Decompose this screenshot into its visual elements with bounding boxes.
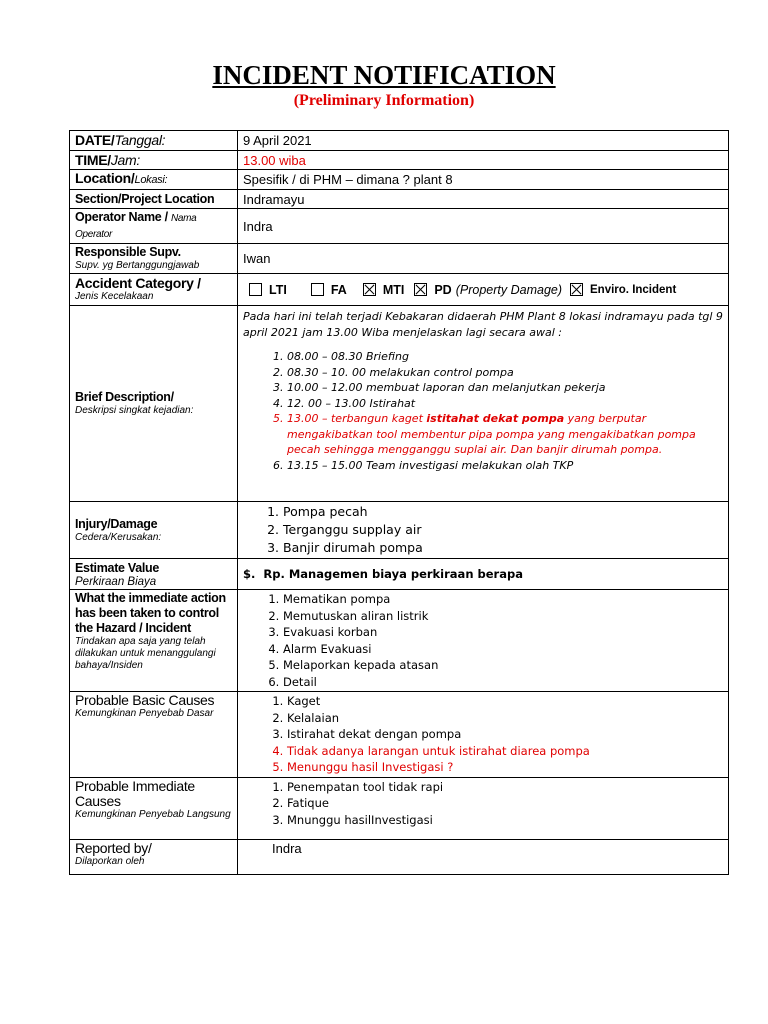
label-estimate-sub: Perkiraan Biaya: [75, 575, 157, 588]
value-supv[interactable]: Iwan: [238, 244, 729, 274]
row-location: [70, 170, 729, 190]
estimate-value: Rp. Managemen biaya perkiraan berapa: [263, 567, 523, 581]
brief-item5-rest: yang berputar mengakibatkan tool membentur pipa pompa yang mengakibatkan pompa pecah sehingga mengganggu suplai air. Dan banjir dirumah pompa.: [287, 412, 696, 456]
label-reported-main: Reported by/: [75, 839, 152, 856]
value-category: [238, 274, 729, 306]
value-location[interactable]: Spesifik / di PHM – dimana ? plant 8: [238, 170, 729, 190]
label-date: [70, 131, 238, 151]
list-item: 3. 10.00 – 12.00 membuat laporan dan melanjutkan pekerja: [287, 380, 723, 396]
row-immediate-causes: [70, 777, 729, 839]
label-action: [70, 590, 238, 692]
value-basic[interactable]: [238, 692, 729, 778]
value-brief[interactable]: [238, 306, 729, 502]
label-operator: [70, 209, 238, 244]
option-enviro-label: Enviro. Incident: [590, 283, 677, 296]
checkbox-fa[interactable]: [311, 283, 324, 296]
checkbox-mti[interactable]: [363, 283, 376, 296]
label-location: [70, 170, 238, 190]
label-location-it: Lokasi:: [134, 174, 168, 186]
label-immediate-sub: Kemungkinan Penyebab Langsung: [75, 808, 231, 820]
brief-item5-bold: istitahat dekat pompa: [426, 412, 565, 425]
list-item: 4. Alarm Evakuasi: [283, 641, 723, 658]
row-reported: [70, 839, 729, 874]
label-immediate: [70, 777, 238, 839]
option-lti-label: LTI: [269, 282, 287, 297]
list-item: 1. Pompa pecah: [283, 503, 723, 521]
label-time-it: Jam:: [110, 151, 140, 168]
label-category-main: Accident Category /: [75, 275, 201, 291]
value-action[interactable]: [238, 590, 729, 692]
row-date: [70, 131, 729, 151]
value-injury[interactable]: [238, 502, 729, 559]
list-item: 3. Istirahat dekat dengan pompa: [287, 726, 723, 743]
checkbox-pd[interactable]: [414, 283, 427, 296]
label-time: [70, 151, 238, 170]
label-brief-sub: Deskripsi singkat kejadian:: [75, 405, 194, 416]
list-item: 2. Fatique: [287, 795, 723, 812]
list-item: 2. Memutuskan aliran listrik: [283, 608, 723, 625]
row-supv: [70, 244, 729, 274]
option-pd-extra: (Property Damage): [455, 282, 563, 297]
incident-form-table: [69, 130, 729, 875]
label-action-sub: Tindakan apa saja yang telah dilakukan untuk menanggulangi bahaya/Insiden: [75, 636, 216, 671]
label-injury-sub: Cedera/Kerusakan:: [75, 531, 162, 543]
label-injury: [70, 502, 238, 559]
label-brief: [70, 306, 238, 502]
label-supv-sub: Supv. yg Bertanggungjawab: [75, 260, 200, 271]
immediate-causes-list: [243, 779, 723, 829]
label-category: [70, 274, 238, 306]
list-item: 3. Mnunggu hasilInvestigasi: [287, 812, 723, 829]
list-item: 1. Kaget: [287, 693, 723, 710]
label-action-main: What the immediate action has been taken to control the Hazard / Incident: [75, 591, 226, 635]
row-category: [70, 274, 729, 306]
list-item: 1. Penempatan tool tidak rapi: [287, 779, 723, 796]
brief-timeline-list: [243, 349, 723, 473]
row-injury: [70, 502, 729, 559]
value-operator[interactable]: Indra: [238, 209, 729, 244]
list-item: 5. Menunggu hasil Investigasi ?: [287, 759, 723, 776]
label-reported-sub: Dilaporkan oleh: [75, 855, 145, 867]
list-item: 1. Mematikan pompa: [283, 591, 723, 608]
injury-list: [243, 503, 723, 557]
value-time[interactable]: 13.00 wiba: [238, 151, 729, 170]
value-date[interactable]: 9 April 2021: [238, 131, 729, 151]
checkbox-lti[interactable]: [249, 283, 262, 296]
label-date-it: Tanggal:: [114, 132, 166, 148]
option-mti-label: MTI: [382, 282, 405, 297]
label-date-main: DATE/: [75, 132, 115, 148]
label-category-sub: Jenis Kecelakaan: [75, 291, 154, 302]
list-item: 2. Terganggu supplay air: [283, 521, 723, 539]
label-basic-sub: Kemungkinan Penyebab Dasar: [75, 708, 214, 719]
list-item: 6. Detail: [283, 674, 723, 691]
value-immediate[interactable]: [238, 777, 729, 839]
label-basic: [70, 692, 238, 778]
row-action: [70, 590, 729, 692]
brief-item5-start: 13.00 – terbangun kaget: [287, 412, 423, 425]
label-location-main: Location/: [75, 170, 135, 186]
label-operator-it: Nama Operator: [75, 213, 197, 240]
list-item: 1. 08.00 – 08.30 Briefing: [287, 349, 723, 365]
label-estimate-main: Estimate Value: [75, 560, 160, 575]
row-brief: [70, 306, 729, 502]
label-section: [70, 190, 238, 209]
label-basic-main: Probable Basic Causes: [75, 692, 215, 708]
label-supv-main: Responsible Supv.: [75, 245, 181, 259]
label-time-main: TIME/: [75, 151, 111, 168]
list-item: 2. 08.30 – 10. 00 melakukan control pompa: [287, 365, 723, 381]
label-immediate-main: Probable Immediate Causes: [75, 777, 195, 809]
row-time: [70, 151, 729, 170]
label-injury-main: Injury/Damage: [75, 516, 158, 531]
list-item-highlight: [287, 411, 723, 458]
option-pd-label: PD: [434, 282, 452, 297]
list-item: 6. 13.15 – 15.00 Team investigasi melakukan olah TKP: [287, 458, 723, 474]
list-item: 3. Banjir dirumah pompa: [283, 539, 723, 557]
option-fa-label: FA: [330, 282, 347, 297]
list-item: 2. Kelalaian: [287, 710, 723, 727]
row-basic-causes: [70, 692, 729, 778]
estimate-prefix: $.: [243, 567, 256, 581]
checkbox-enviro[interactable]: [570, 283, 583, 296]
value-reported[interactable]: Indra: [238, 839, 729, 874]
action-list: [243, 591, 723, 690]
row-section: [70, 190, 729, 209]
document-title: INCIDENT NOTIFICATION: [212, 60, 556, 90]
basic-causes-list: [243, 693, 723, 776]
list-item: 5. Melaporkan kepada atasan: [283, 657, 723, 674]
list-item: 4. Tidak adanya larangan untuk istirahat diarea pompa: [287, 743, 723, 760]
list-item: 4. 12. 00 – 13.00 Istirahat: [287, 396, 723, 412]
label-estimate: [70, 559, 238, 590]
label-section-main: Section/Project Location: [75, 191, 215, 206]
row-estimate: [70, 559, 729, 590]
value-section[interactable]: Indramayu: [238, 190, 729, 209]
label-supv: [70, 244, 238, 274]
label-operator-main: Operator Name /: [75, 210, 171, 224]
brief-intro: Pada hari ini telah terjadi Kebakaran didaerah PHM Plant 8 lokasi indramayu pada tgl 9 april 2021 jam 13.00 Wiba menjelaskan lagi secara awal :: [243, 310, 723, 339]
value-estimate[interactable]: [238, 559, 729, 590]
document-subtitle: (Preliminary Information): [293, 92, 475, 109]
category-options: [243, 283, 723, 297]
list-item: 3. Evakuasi korban: [283, 624, 723, 641]
label-brief-main: Brief Description/: [75, 390, 174, 404]
label-reported: [70, 839, 238, 874]
row-operator: [70, 209, 729, 244]
